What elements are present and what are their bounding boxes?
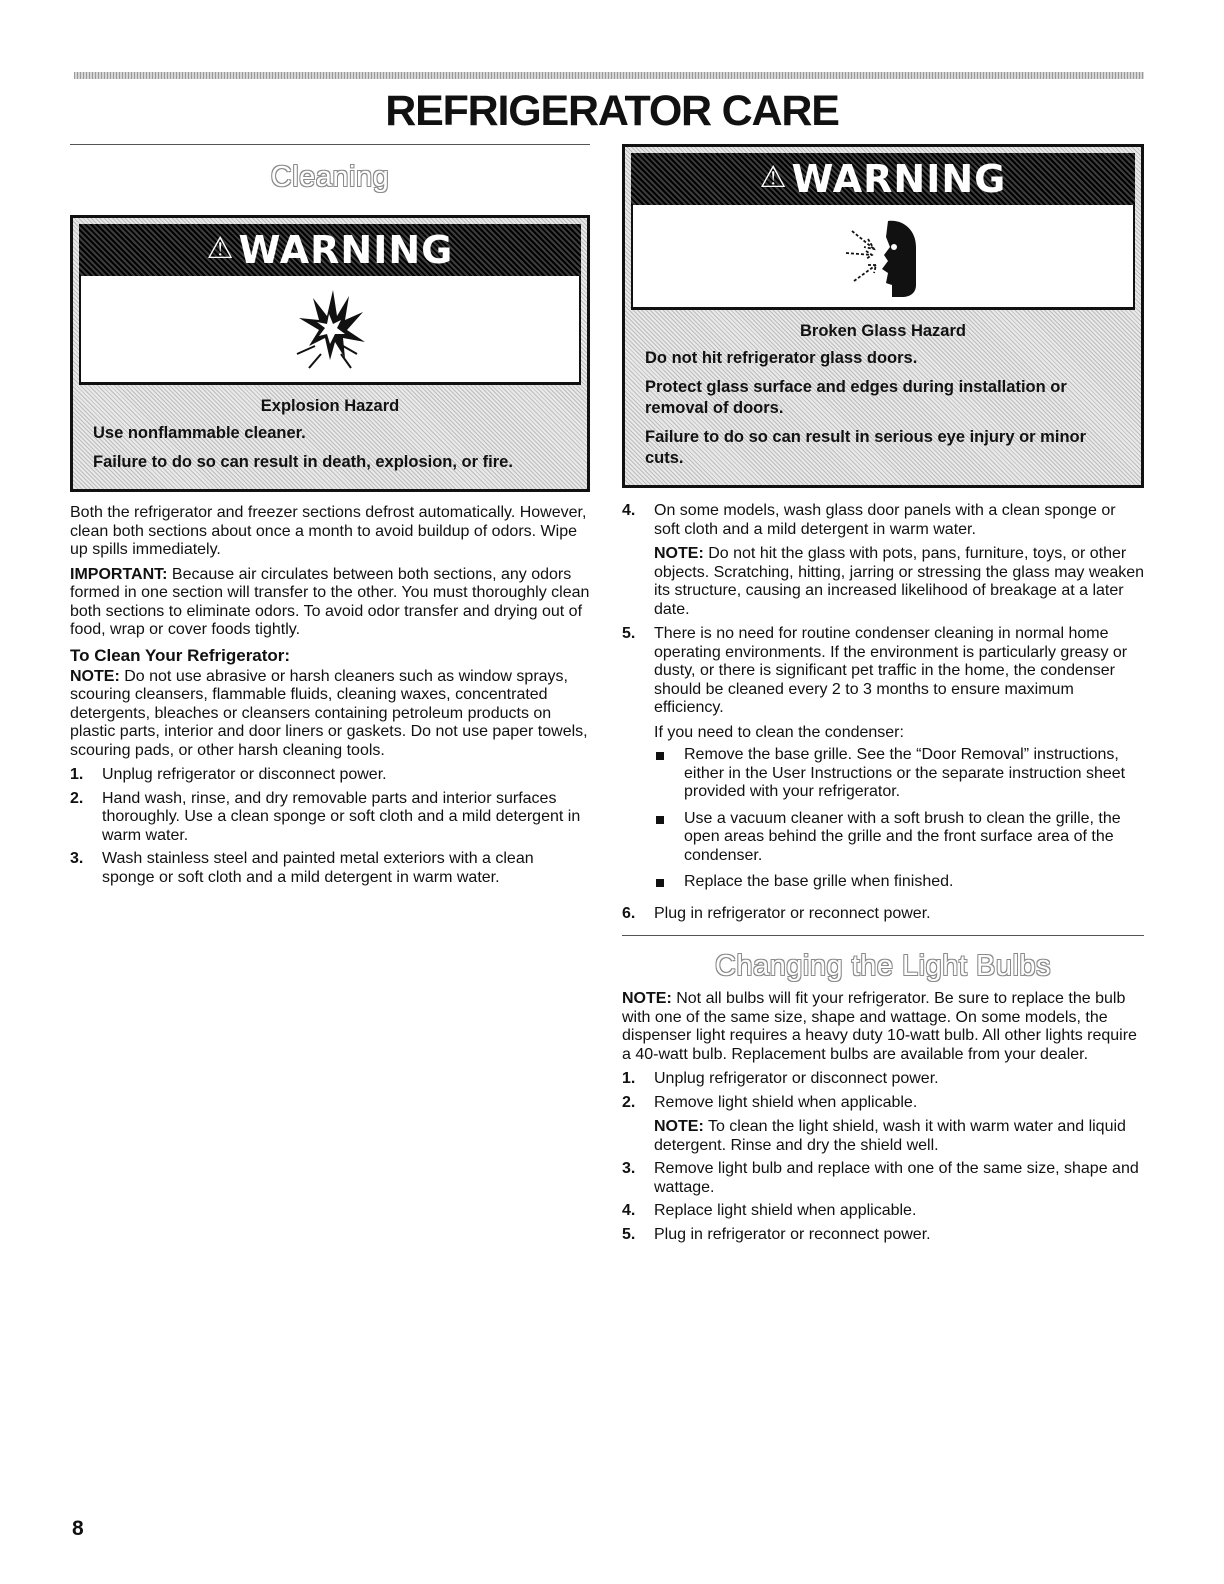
list-item: [622, 625, 1144, 900]
step-text: There is no need for routine condenser cleaning in normal home operating environments. If the environment is particularly greasy or dusty, or there is significant pet traffic in the home, the condenser should be cleaned every 2 to 3 months to ensure maximum efficiency.: [654, 625, 1128, 716]
explosion-icon: [285, 284, 375, 374]
warning-line: Failure to do so can result in serious eye injury or minor cuts.: [645, 428, 1087, 467]
step-number: 1.: [70, 766, 84, 783]
broken-glass-eye-icon: [838, 211, 928, 301]
warning-banner: [79, 224, 581, 276]
left-column: [70, 144, 590, 892]
page-number: 8: [72, 1517, 84, 1540]
step-number: 2.: [70, 789, 84, 807]
warning-banner-label: WARNING: [238, 228, 454, 272]
explosion-warning-box: [70, 215, 590, 492]
note-text: Do not use abrasive or harsh cleaners such as window sprays, scouring cleansers, flammable fluids, cleaning waxes, concentrated detergents, bleaches or cleansers containing petroleum products on plastic parts, interior and door liners or gaskets. Do not use paper towels, scouring pads, or other harsh cleaning tools.: [70, 667, 588, 759]
note-text: Do not hit the glass with pots, pans, furniture, toys, or other objects. Scratching, hitting, jarring or stressing the glass may weaken its structure, causing an increased likelihood of breakage at a later date.: [654, 545, 1145, 618]
bullet-text: Remove the base grille. See the “Door Removal” instructions, either in the User Instructions or the separate instruction sheet provided with your refrigerator.: [684, 746, 1126, 800]
note-paragraph: [70, 668, 590, 761]
warning-triangle-icon: ⚠: [759, 159, 788, 195]
bullet-square-icon: [656, 879, 664, 887]
important-text: Because air circulates between both sections, any odors formed in one section will transfer to the other. You must thoroughly clean both sections to eliminate odors. To avoid odor transfer and drying out of food, wrap or cover foods tightly.: [70, 565, 590, 638]
list-item: [622, 1160, 1144, 1197]
list-item: [70, 790, 590, 846]
cleaning-continued: [622, 502, 1144, 923]
step-number: 5.: [622, 625, 636, 642]
warning-title: Explosion Hazard: [260, 397, 400, 415]
step-subtext: If you need to clean the condenser:: [654, 723, 904, 741]
bullet-square-icon: [656, 816, 664, 824]
list-item: [70, 766, 590, 785]
step-text: Plug in refrigerator or reconnect power.: [654, 1225, 931, 1243]
step-text: Unplug refrigerator or disconnect power.: [654, 1070, 939, 1087]
warning-banner: [631, 153, 1135, 205]
warning-line: Protect glass surface and edges during installation or removal of doors.: [645, 378, 1067, 417]
step-note: [654, 1118, 1144, 1155]
bullet-item: [654, 810, 1144, 866]
explosion-symbol-panel: [79, 276, 581, 385]
step-number: 3.: [70, 850, 84, 867]
list-item: [622, 502, 1144, 619]
list-item: [622, 905, 1144, 924]
glass-symbol-panel: [631, 205, 1135, 310]
important-paragraph: [70, 566, 590, 640]
step-text: Remove light bulb and replace with one of the same size, shape and wattage.: [654, 1160, 1139, 1196]
list-item: [622, 1094, 1144, 1156]
bullet-text: Use a vacuum cleaner with a soft brush to clean the grille, the open areas behind the grille and the front surface area of the condenser.: [684, 809, 1121, 864]
list-item: [70, 850, 590, 887]
bullet-item: [654, 746, 1144, 802]
glass-warning-text: [631, 310, 1135, 469]
list-item: [622, 1226, 1144, 1245]
important-label: IMPORTANT:: [70, 565, 168, 583]
warning-title: Broken Glass Hazard: [800, 322, 966, 340]
note-label: NOTE:: [654, 1118, 704, 1135]
step-number: 5.: [622, 1225, 636, 1243]
note-label: NOTE:: [622, 990, 672, 1007]
step-note: [654, 545, 1144, 619]
step-number: 2.: [622, 1093, 636, 1111]
note-text: To clean the light shield, wash it with warm water and liquid detergent. Rinse and dry the shield well.: [654, 1118, 1126, 1154]
step-text: On some models, wash glass door panels with a clean sponge or soft cloth and a mild detergent in warm water.: [654, 502, 1116, 538]
page-title: REFRIGERATOR CARE: [385, 87, 839, 135]
warning-triangle-icon: ⚠: [206, 230, 235, 266]
note-label: NOTE:: [654, 545, 704, 562]
step-number: 1.: [622, 1070, 636, 1087]
note-label: NOTE:: [70, 667, 120, 685]
explosion-warning-text: [79, 385, 581, 473]
section-divider: [70, 144, 590, 145]
step-text: Wash stainless steel and painted metal exteriors with a clean sponge or soft cloth and a mild detergent in warm water.: [102, 850, 534, 886]
step-number: 4.: [622, 1202, 636, 1219]
step-text: Remove light shield when applicable.: [654, 1093, 918, 1111]
cleaning-heading: Cleaning: [270, 161, 390, 193]
step-number: 4.: [622, 502, 636, 519]
intro-paragraph: Both the refrigerator and freezer sections defrost automatically. However, clean both sections about once a month to avoid buildup of odors. Wipe up spills immediately.: [70, 504, 587, 558]
bullet-item: [654, 873, 1144, 892]
step-number: 3.: [622, 1160, 636, 1177]
list-item: [622, 1070, 1144, 1089]
cleaning-body: [70, 504, 590, 887]
top-rule: [74, 72, 1144, 79]
bullet-text: Replace the base grille when finished.: [684, 873, 954, 890]
list-item: [622, 1202, 1144, 1221]
step-text: Plug in refrigerator or reconnect power.: [654, 904, 931, 922]
right-column: [622, 144, 1144, 1249]
note-paragraph: [622, 990, 1144, 1064]
light-bulbs-body: [622, 990, 1144, 1244]
step-text: Replace light shield when applicable.: [654, 1202, 917, 1219]
step-number: 6.: [622, 904, 636, 922]
clean-subheading: To Clean Your Refrigerator:: [70, 645, 291, 665]
step-text: Hand wash, rinse, and dry removable parts and interior surfaces thoroughly. Use a clean sponge or soft cloth and a mild detergent in warm water.: [102, 789, 581, 844]
warning-line: Failure to do so can result in death, explosion, or fire.: [93, 453, 513, 471]
bullet-square-icon: [656, 752, 664, 760]
note-text: Not all bulbs will fit your refrigerator. Be sure to replace the bulb with one of the same size, shape and wattage. On some models, the dispenser light requires a heavy duty 10-watt bulb. All other lights require a 40-watt bulb. Replacement bulbs are available from your dealer.: [622, 990, 1137, 1063]
light-bulbs-heading: Changing the Light Bulbs: [714, 950, 1052, 982]
section-divider: [622, 935, 1144, 936]
warning-banner-label: WARNING: [791, 157, 1007, 201]
glass-warning-box: [622, 144, 1144, 488]
warning-line: Do not hit refrigerator glass doors.: [645, 349, 918, 367]
step-text: Unplug refrigerator or disconnect power.: [102, 766, 387, 783]
warning-line: Use nonflammable cleaner.: [93, 424, 306, 442]
